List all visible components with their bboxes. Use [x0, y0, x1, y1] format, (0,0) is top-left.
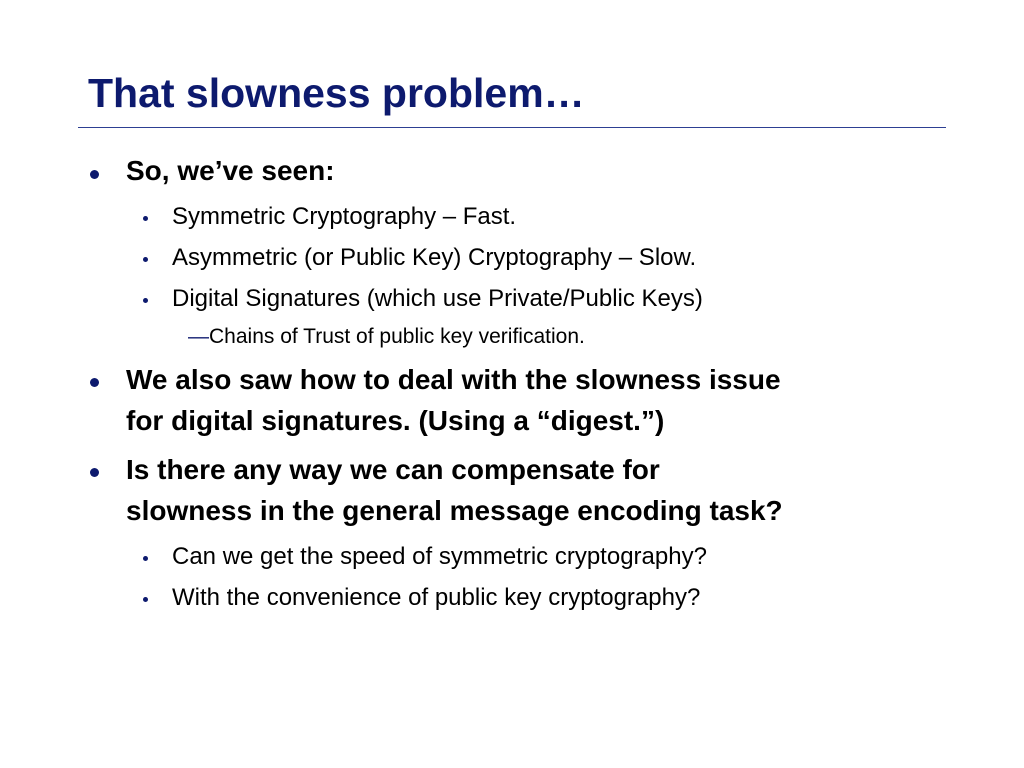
bullet-dot: [90, 468, 99, 477]
bullet-dot: [90, 170, 99, 179]
sub-bullet-dot: [143, 298, 148, 303]
sub-sub-bullet-chains-of-trust: [188, 325, 585, 349]
sub-bullet-dot: [143, 257, 148, 262]
sub-bullet-dot: [143, 216, 148, 221]
bullet-compensate-line1: Is there any way we can compensate for: [126, 454, 660, 485]
sub-bullet-convenience: With the convenience of public key cryptography?: [172, 584, 701, 611]
bullet-slowness-issue-line1: We also saw how to deal with the slowness issue: [126, 364, 781, 395]
bullet-slowness-issue-line2: for digital signatures. (Using a “digest.”): [126, 405, 665, 436]
bullet-so-weve-seen: So, we’ve seen:: [126, 155, 335, 186]
sub-bullet-speed: Can we get the speed of symmetric cryptography?: [172, 543, 707, 570]
chains-of-trust-text: Chains of Trust of public key verification.: [209, 325, 585, 348]
slide-title: That slowness problem…: [88, 70, 585, 116]
bullet-dot: [90, 378, 99, 387]
sub-bullet-dot: [143, 597, 148, 602]
title-divider: [78, 127, 946, 128]
sub-bullet-dot: [143, 556, 148, 561]
sub-bullet-digital-signatures: Digital Signatures (which use Private/Public Keys): [172, 285, 703, 312]
sub-bullet-asymmetric: Asymmetric (or Public Key) Cryptography – Slow.: [172, 244, 697, 271]
bullet-compensate-line2: slowness in the general message encoding task?: [126, 495, 783, 526]
sub-bullet-symmetric: Symmetric Cryptography – Fast.: [172, 203, 517, 230]
em-dash-marker: —: [188, 325, 209, 348]
